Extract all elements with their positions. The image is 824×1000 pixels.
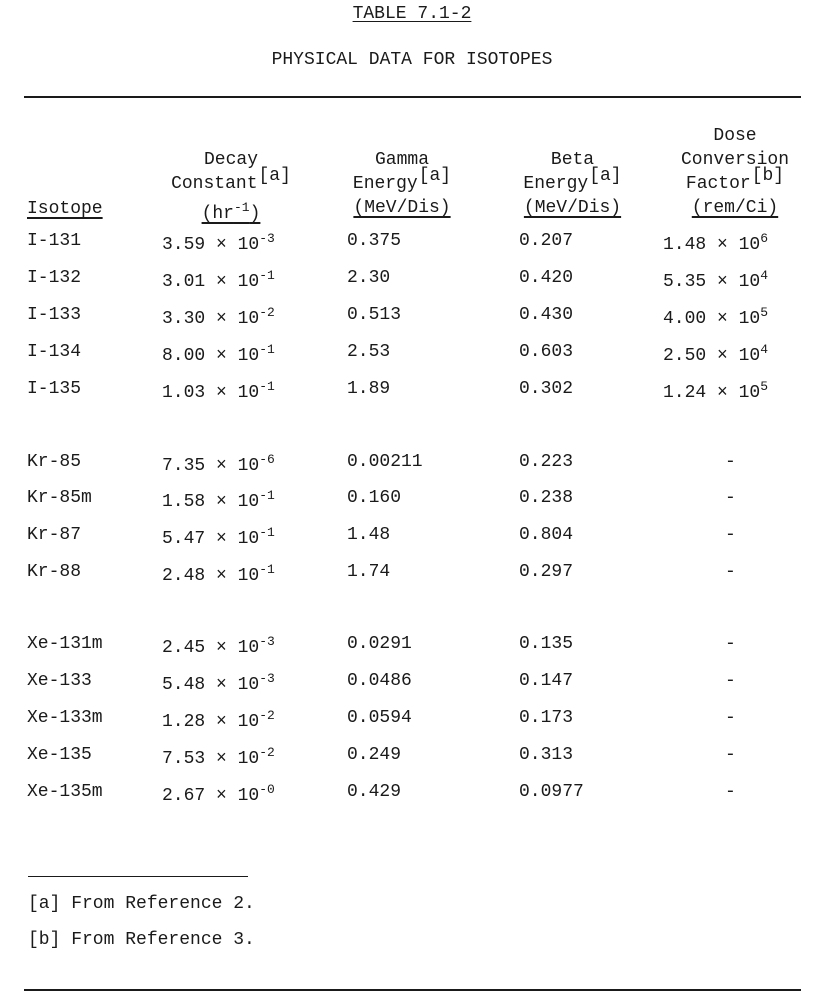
decay-mantissa: 3.59 × 10 (162, 235, 260, 255)
cell-gamma: 0.00211 (347, 452, 423, 472)
cell-dose: - (725, 745, 736, 765)
header-beta-line2 (505, 166, 640, 196)
table-row (0, 671, 824, 701)
cell-dose (663, 305, 768, 329)
cell-isotope: I-134 (27, 342, 82, 362)
header-decay (158, 148, 304, 226)
cell-isotope: Kr-88 (27, 562, 82, 582)
header-decay-unit-base: (hr (201, 204, 234, 224)
header-beta-line2-text: Energy (523, 174, 589, 194)
cell-gamma: 0.429 (347, 782, 402, 802)
dose-exponent: 5 (760, 305, 769, 320)
decay-mantissa: 8.00 × 10 (162, 346, 260, 366)
header-decay-unit-exp: -1 (233, 200, 250, 215)
decay-exponent: -2 (259, 708, 275, 723)
cell-decay (162, 231, 275, 255)
cell-beta: 0.135 (519, 634, 574, 654)
header-isotope (27, 197, 103, 221)
cell-beta: 0.238 (519, 488, 574, 508)
cell-beta: 0.603 (519, 342, 574, 362)
cell-decay (162, 562, 275, 586)
table-row (0, 268, 824, 298)
table-row (0, 525, 824, 555)
cell-dose: - (725, 634, 736, 654)
decay-mantissa: 2.67 × 10 (162, 786, 260, 806)
cell-beta: 0.804 (519, 525, 574, 545)
header-dose-unit: (rem/Ci) (691, 198, 779, 218)
table-row (0, 379, 824, 409)
dose-exponent: 4 (760, 268, 769, 283)
decay-mantissa: 7.53 × 10 (162, 749, 260, 769)
decay-mantissa: 3.01 × 10 (162, 272, 260, 292)
header-dose-line2: Conversion (680, 150, 790, 170)
cell-beta: 0.430 (519, 305, 574, 325)
cell-dose (663, 231, 768, 255)
header-decay-line1: Decay (203, 150, 258, 170)
table-title: PHYSICAL DATA FOR ISOTOPES (271, 50, 553, 70)
cell-decay (162, 268, 275, 292)
cell-beta: 0.302 (519, 379, 574, 399)
footnote-rule (28, 876, 248, 877)
table-row (0, 634, 824, 664)
header-beta-line1: Beta (550, 150, 595, 170)
decay-exponent: -3 (259, 671, 275, 686)
table-row (0, 231, 824, 261)
header-gamma-line2 (342, 166, 462, 196)
decay-exponent: -1 (259, 562, 275, 577)
dose-mantissa: 1.48 × 10 (663, 235, 761, 255)
header-dose-line3-text: Factor (685, 174, 751, 194)
cell-isotope: I-131 (27, 231, 82, 251)
dose-mantissa: 2.50 × 10 (663, 346, 761, 366)
cell-isotope: Kr-85m (27, 488, 92, 508)
cell-decay (162, 379, 275, 403)
cell-gamma: 1.89 (347, 379, 391, 399)
cell-dose: - (725, 708, 736, 728)
cell-decay (162, 305, 275, 329)
table-row (0, 782, 824, 812)
cell-dose (663, 379, 768, 403)
table-row (0, 488, 824, 518)
decay-exponent: -3 (259, 231, 275, 246)
cell-beta: 0.297 (519, 562, 574, 582)
cell-dose (663, 268, 768, 292)
cell-beta: 0.420 (519, 268, 574, 288)
decay-exponent: -2 (259, 305, 275, 320)
cell-dose: - (725, 488, 736, 508)
table-row (0, 305, 824, 335)
decay-mantissa: 5.48 × 10 (162, 675, 260, 695)
decay-mantissa: 1.28 × 10 (162, 712, 260, 732)
cell-gamma: 0.249 (347, 745, 402, 765)
cell-decay (162, 452, 275, 476)
cell-gamma: 0.375 (347, 231, 402, 251)
decay-exponent: -0 (259, 782, 275, 797)
header-isotope-label: Isotope (27, 199, 103, 219)
cell-isotope: Xe-133m (27, 708, 103, 728)
cell-beta: 0.207 (519, 231, 574, 251)
cell-dose: - (725, 782, 736, 802)
cell-decay (162, 488, 275, 512)
header-beta (505, 148, 640, 220)
table-row (0, 708, 824, 738)
decay-mantissa: 5.47 × 10 (162, 529, 260, 549)
cell-isotope: Kr-85 (27, 452, 82, 472)
header-beta-unit: (MeV/Dis) (523, 198, 622, 218)
table-row (0, 342, 824, 372)
cell-decay (162, 634, 275, 658)
cell-beta: 0.173 (519, 708, 574, 728)
decay-exponent: -2 (259, 745, 275, 760)
decay-exponent: -1 (259, 268, 275, 283)
footnote-a: [a] From Reference 2. (28, 894, 255, 914)
cell-gamma: 0.513 (347, 305, 402, 325)
cell-gamma: 0.0594 (347, 708, 412, 728)
header-gamma-unit: (MeV/Dis) (353, 198, 451, 218)
footnote-b: [b] From Reference 3. (28, 930, 255, 950)
header-dose (660, 124, 810, 220)
decay-mantissa: 1.58 × 10 (162, 492, 260, 512)
header-decay-unit (158, 196, 304, 226)
decay-exponent: -1 (259, 342, 275, 357)
cell-isotope: Xe-131m (27, 634, 103, 654)
cell-beta: 0.223 (519, 452, 574, 472)
decay-mantissa: 2.48 × 10 (162, 566, 260, 586)
decay-exponent: -1 (259, 525, 275, 540)
cell-gamma: 1.48 (347, 525, 391, 545)
table-number-text: TABLE 7.1-2 (352, 4, 472, 24)
cell-decay (162, 708, 275, 732)
header-dose-line3 (660, 166, 810, 196)
cell-dose: - (725, 562, 736, 582)
cell-isotope: I-132 (27, 268, 82, 288)
header-gamma-note: [a] (418, 166, 452, 186)
header-decay-note: [a] (258, 166, 291, 186)
dose-exponent: 4 (760, 342, 769, 357)
table-row (0, 745, 824, 775)
header-decay-line2 (158, 166, 304, 196)
cell-gamma: 0.160 (347, 488, 402, 508)
cell-isotope: Xe-135 (27, 745, 92, 765)
header-decay-line2-text: Constant (171, 174, 258, 194)
dose-mantissa: 5.35 × 10 (663, 272, 761, 292)
decay-mantissa: 7.35 × 10 (162, 456, 260, 476)
cell-gamma: 2.53 (347, 342, 391, 362)
cell-decay (162, 782, 275, 806)
dose-mantissa: 4.00 × 10 (663, 309, 761, 329)
cell-isotope: Kr-87 (27, 525, 82, 545)
decay-exponent: -6 (259, 452, 275, 467)
table-row (0, 562, 824, 592)
decay-exponent: -3 (259, 634, 275, 649)
cell-isotope: Xe-133 (27, 671, 92, 691)
cell-decay (162, 342, 275, 366)
cell-isotope: I-133 (27, 305, 82, 325)
decay-exponent: -1 (259, 488, 275, 503)
header-dose-note: [b] (751, 166, 785, 186)
header-gamma-line1: Gamma (374, 150, 429, 170)
cell-decay (162, 671, 275, 695)
cell-gamma: 1.74 (347, 562, 391, 582)
decay-mantissa: 2.45 × 10 (162, 638, 260, 658)
bottom-rule (24, 989, 801, 991)
cell-dose: - (725, 452, 736, 472)
header-dose-line1: Dose (713, 126, 757, 146)
cell-gamma: 2.30 (347, 268, 391, 288)
table-number (0, 4, 824, 24)
dose-exponent: 5 (760, 379, 769, 394)
header-gamma-line2-text: Energy (352, 174, 418, 194)
cell-dose: - (725, 525, 736, 545)
header-gamma (342, 148, 462, 220)
cell-isotope: Xe-135m (27, 782, 103, 802)
cell-decay (162, 745, 275, 769)
cell-beta: 0.0977 (519, 782, 584, 802)
header-beta-note: [a] (589, 166, 622, 186)
decay-mantissa: 3.30 × 10 (162, 309, 260, 329)
decay-mantissa: 1.03 × 10 (162, 383, 260, 403)
cell-isotope: I-135 (27, 379, 82, 399)
cell-beta: 0.313 (519, 745, 574, 765)
top-rule (24, 96, 801, 98)
decay-exponent: -1 (259, 379, 275, 394)
cell-gamma: 0.0486 (347, 671, 412, 691)
cell-beta: 0.147 (519, 671, 574, 691)
cell-gamma: 0.0291 (347, 634, 412, 654)
cell-decay (162, 525, 275, 549)
dose-exponent: 6 (760, 231, 769, 246)
cell-dose: - (725, 671, 736, 691)
table-row (0, 452, 824, 482)
dose-mantissa: 1.24 × 10 (663, 383, 761, 403)
cell-dose (663, 342, 768, 366)
header-decay-unit-close: ) (249, 204, 261, 224)
